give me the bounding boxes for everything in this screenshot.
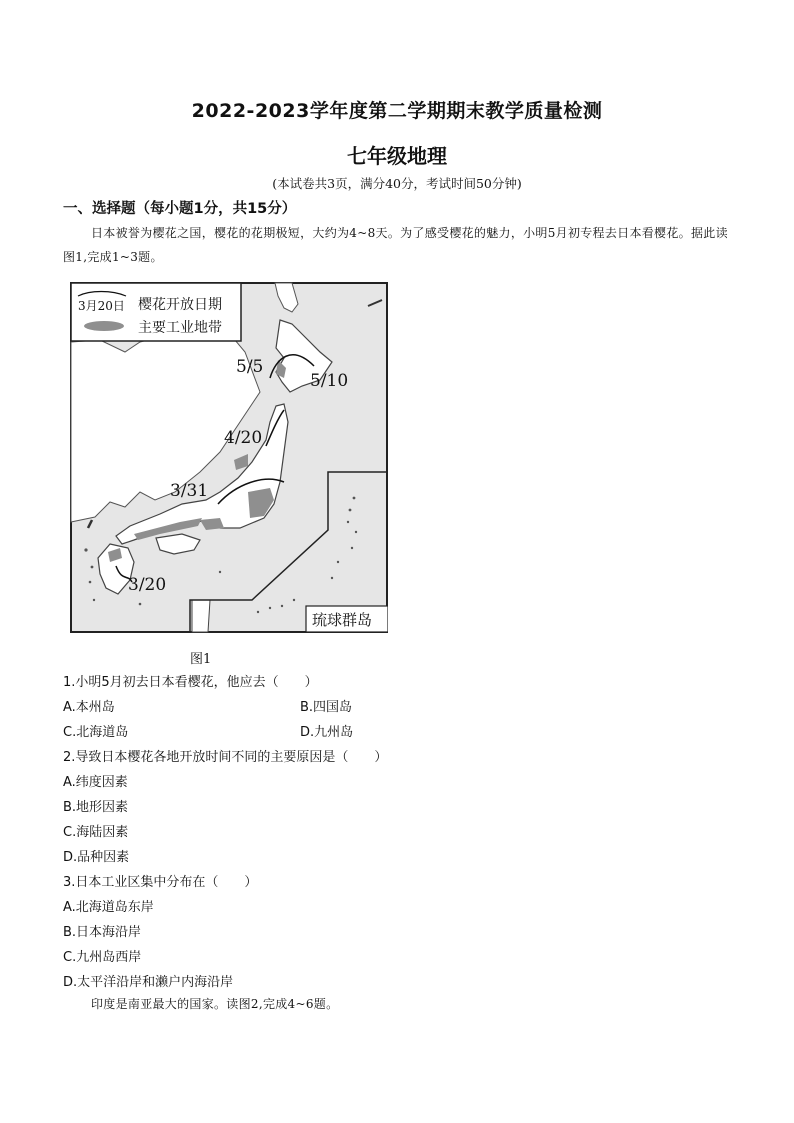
question-3-option-c: C.九州岛西岸: [63, 950, 142, 965]
inset-label: 琉球群岛: [312, 611, 373, 629]
isoline-label-5-5: 5/5: [236, 357, 264, 377]
figure-caption: 图1: [190, 652, 212, 667]
legend-industry-label: 主要工业地带: [138, 320, 222, 336]
legend-bloom-label: 樱花开放日期: [138, 297, 222, 313]
question-1-option-a: A.本州岛: [63, 700, 115, 715]
isoline-label-5-10: 5/10: [310, 371, 349, 391]
question-3-stem: 3.日本工业区集中分布在（ ）: [63, 875, 258, 890]
question-3-option-a: A.北海道岛东岸: [63, 900, 154, 915]
taiwan-land: [192, 600, 210, 632]
exam-note: (本试卷共3页，满分40分，考试时间50分钟): [272, 176, 522, 191]
question-1-option-b: B.四国岛: [300, 700, 353, 715]
japan-map: [70, 282, 388, 633]
question-2-option-a: A.纬度因素: [63, 775, 128, 790]
map-legend: [71, 283, 241, 341]
exam-subtitle: 七年级地理: [347, 144, 447, 168]
isoline-label-3-20: 3/20: [128, 575, 167, 595]
question-3-option-d: D.太平洋沿岸和濑户内海沿岸: [63, 975, 234, 990]
question-2-option-c: C.海陆因素: [63, 825, 129, 840]
question-2-option-b: B.地形因素: [63, 800, 129, 815]
question-2-stem: 2.导致日本樱花各地开放时间不同的主要原因是（ ）: [63, 750, 388, 765]
question-2-option-d: D.品种因素: [63, 850, 130, 865]
question-1-option-d: D.九州岛: [300, 725, 354, 740]
isoline-label-3-31: 3/31: [170, 481, 209, 501]
section-heading: 一、选择题（每小题1分，共15分）: [63, 201, 297, 217]
section-intro-next: 印度是南亚最大的国家。读图2,完成4~6题。: [91, 997, 339, 1011]
section-intro: 日本被誉为樱花之国，樱花的花期极短，大约为4~8天。为了感受樱花的魅力，小明5月初专程去日本看樱花。据此读图1,完成1~3题。: [63, 226, 728, 264]
legend-industry-swatch: [84, 321, 124, 331]
isoline-label-4-20: 4/20: [224, 428, 263, 448]
exam-title: 2022-2023学年度第二学期期末教学质量检测: [191, 100, 603, 122]
legend-date-sample: 3月20日: [78, 299, 125, 313]
question-3-option-b: B.日本海沿岸: [63, 925, 142, 940]
question-1-stem: 1.小明5月初去日本看樱花，他应去（ ）: [63, 675, 318, 690]
question-1-option-c: C.北海道岛: [63, 725, 129, 740]
